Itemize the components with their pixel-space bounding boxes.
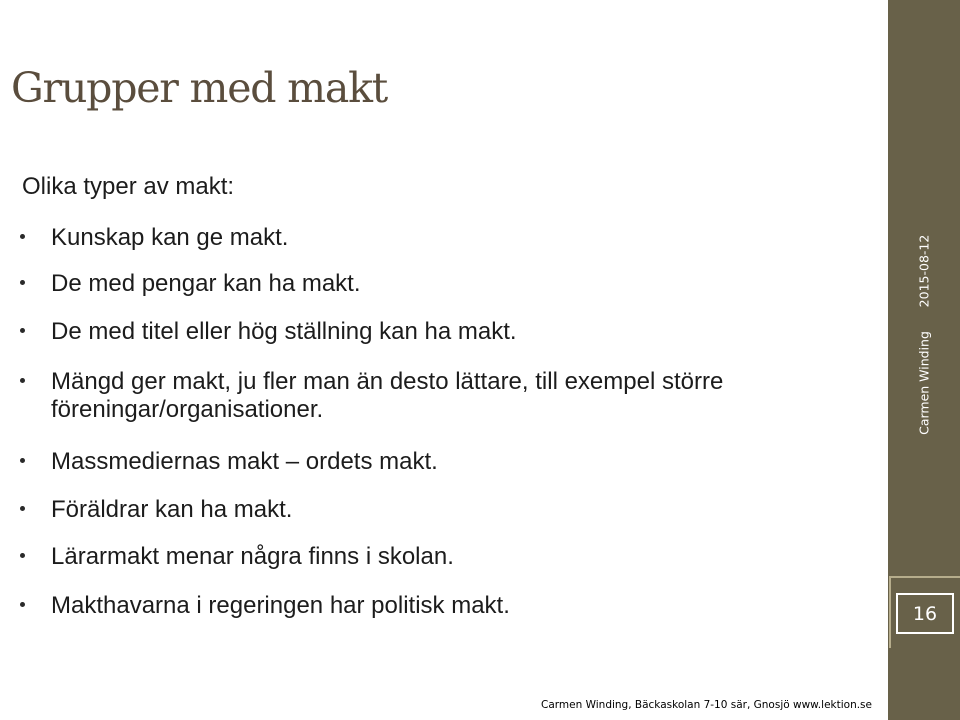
bullet-item [51, 592, 881, 620]
bullet-text: De med titel eller hög ställning kan ha makt. [51, 318, 517, 345]
bullet-text: Lärarmakt menar några finns i skolan. [51, 543, 454, 570]
slide-author: Carmen Winding [916, 331, 932, 435]
bullet-text: Massmediernas makt – ordets makt. [51, 448, 438, 475]
page-number: 16 [896, 593, 954, 634]
bullet-dot-icon [20, 280, 25, 285]
bullet-dot-icon [20, 234, 25, 239]
bullet-item [51, 448, 881, 476]
bullet-dot-icon [20, 458, 25, 463]
bullet-text: Makthavarna i regeringen har politisk makt. [51, 592, 510, 619]
bullet-dot-icon [20, 506, 25, 511]
bullet-dot-icon [20, 602, 25, 607]
bullet-item [51, 270, 881, 298]
bullet-item [51, 318, 881, 346]
bullet-dot-icon [20, 553, 25, 558]
bullet-item [51, 496, 881, 524]
intro-text: Olika typer av makt: [22, 173, 235, 200]
bullet-dot-icon [20, 328, 25, 333]
bullet-text: Kunskap kan ge makt. [51, 224, 289, 251]
bullet-item [51, 224, 881, 252]
bullet-text: De med pengar kan ha makt. [51, 270, 361, 297]
slide-title: Grupper med makt [11, 64, 388, 112]
bullet-item [51, 368, 881, 424]
footer-text: Carmen Winding, Bäckaskolan 7-10 sär, Gnosjö www.lektion.se [541, 699, 872, 711]
bullet-dot-icon [20, 378, 25, 383]
bullet-item [51, 543, 881, 571]
slide-date: 2015-08-12 [916, 234, 932, 308]
bullet-text: Mängd ger makt, ju fler man än desto lättare, till exempel större föreningar/organisationer. [51, 368, 724, 423]
bullet-text: Föräldrar kan ha makt. [51, 496, 293, 523]
